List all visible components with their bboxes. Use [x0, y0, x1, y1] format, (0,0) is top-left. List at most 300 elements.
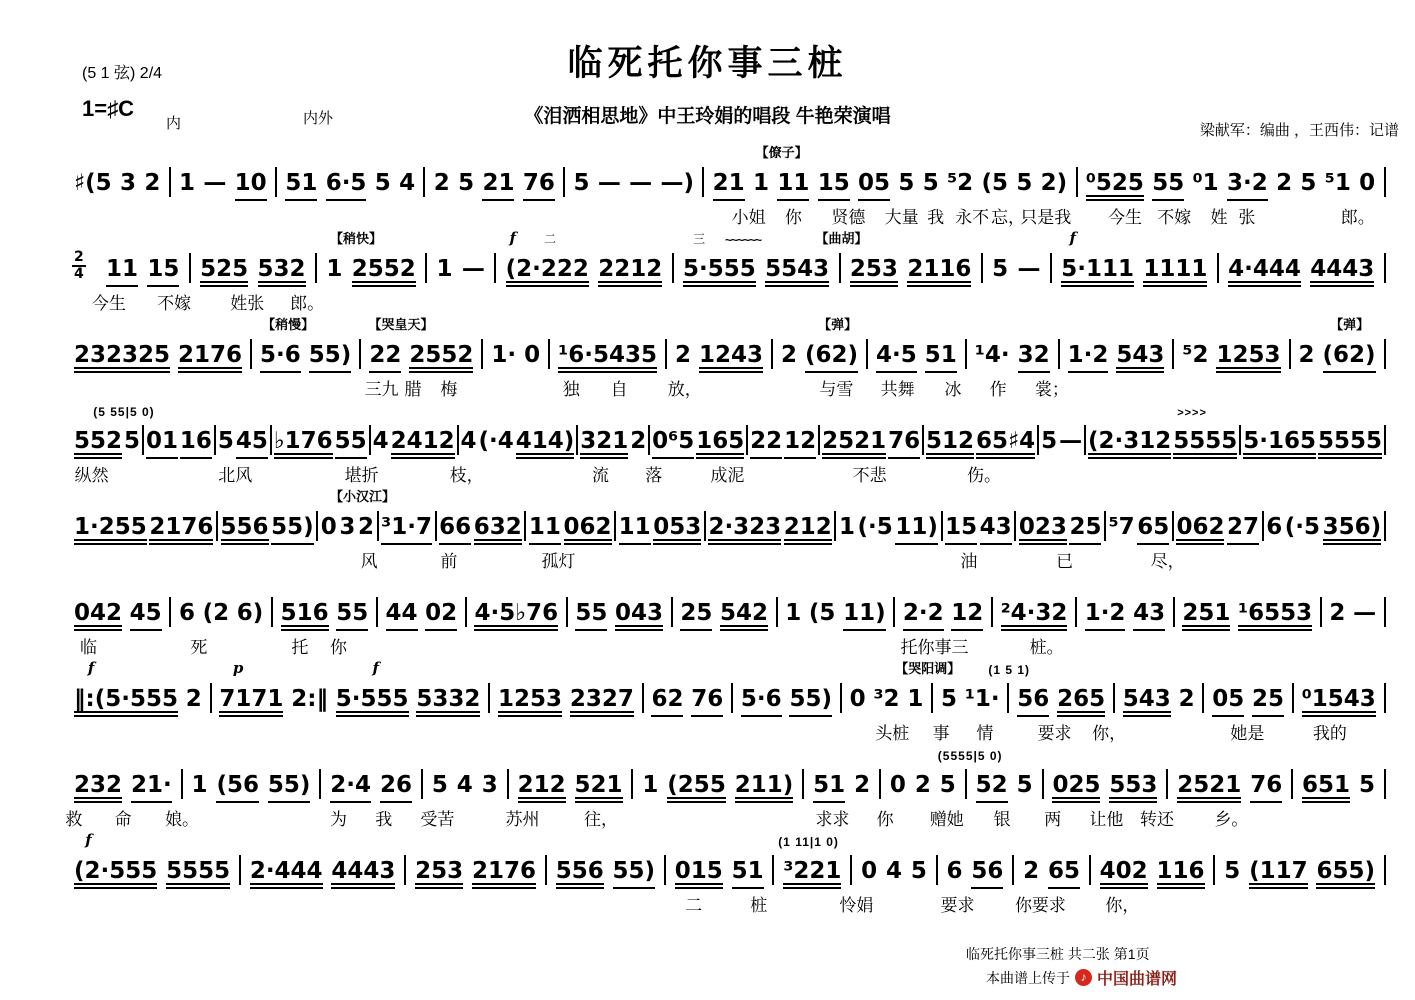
note-token: 43	[980, 516, 1012, 545]
note-token: 053	[653, 516, 701, 545]
tuning-and-meter: (5 1 弦) 2/4	[82, 65, 163, 82]
annotation-row	[60, 486, 1390, 503]
lyric-syllable: 大量	[884, 208, 919, 227]
note-token: 65	[1137, 516, 1169, 545]
lyrics-row	[60, 289, 1390, 311]
bar-line	[936, 855, 938, 885]
bar-line	[1202, 683, 1204, 713]
note-token: 2	[144, 170, 161, 196]
lyric-syllable: 尽，	[1150, 552, 1185, 571]
note-token: ♭176	[274, 430, 333, 459]
lyric-syllable: 只是我	[1020, 208, 1072, 227]
dynamic-mark: f	[85, 831, 92, 849]
lyric-syllable: 事	[932, 724, 950, 743]
bar-line	[425, 253, 427, 283]
note-token: 5332	[416, 688, 480, 717]
note-token: 15	[147, 258, 179, 287]
note-token: 025	[1052, 774, 1100, 803]
note-token: 12	[951, 602, 983, 631]
note-token: 5·6	[741, 688, 782, 717]
note-token: —	[461, 256, 485, 282]
note-token: 55)	[271, 516, 314, 545]
bar-line	[210, 683, 212, 713]
lyric-syllable: 共舞	[880, 380, 915, 399]
note-token: 51	[732, 860, 764, 889]
note-token: 62	[651, 688, 683, 717]
dynamic-mark: f	[372, 659, 379, 677]
note-token: ⁵2	[947, 170, 974, 196]
note-token: 7171	[219, 688, 283, 717]
lyric-syllable: 堪折	[344, 466, 379, 485]
time-signature-denominator: 4	[74, 266, 84, 283]
note-token: 25	[680, 602, 712, 631]
note-token: ¹1·	[964, 686, 1000, 712]
bar-line	[818, 425, 820, 455]
bar-line	[1014, 511, 1016, 541]
lyrics-row	[60, 203, 1390, 225]
bar-line	[1089, 855, 1091, 885]
note-token: 55)	[309, 344, 352, 373]
note-token: 5	[1358, 772, 1375, 798]
note-token: 553	[1109, 774, 1157, 803]
bar-line	[776, 597, 778, 627]
trill-marks: ~~~~~~	[725, 233, 762, 247]
bar-line	[1384, 339, 1386, 369]
lyric-syllable: 命	[114, 810, 132, 829]
bar-line	[772, 855, 774, 885]
lyric-syllable: 你，	[1092, 724, 1127, 743]
note-token: 651	[1302, 774, 1350, 803]
score-line-4	[60, 400, 1390, 486]
note-token: 512	[926, 430, 974, 459]
grace-figure: (5555|5 0)	[937, 749, 1003, 763]
lyric-syllable: 桩	[750, 896, 768, 915]
dynamic-mark: f	[509, 229, 516, 247]
bar-line	[189, 253, 191, 283]
bar-line	[704, 511, 706, 541]
lyric-syllable: 她是	[1230, 724, 1265, 743]
bar-line	[664, 855, 666, 885]
note-token: ⁰1543	[1302, 688, 1376, 717]
note-token: 22	[369, 344, 401, 373]
lyric-syllable: 郎。	[290, 294, 325, 313]
note-token: (2	[202, 600, 230, 626]
note-token: 65	[1048, 860, 1080, 889]
note-token: 5	[898, 170, 915, 196]
lyric-syllable: 今生	[1108, 208, 1143, 227]
note-token: ²4·32	[1001, 602, 1068, 631]
bar-line	[965, 339, 967, 369]
lyric-syllable: 贤德	[831, 208, 866, 227]
note-token: 211)	[735, 774, 794, 803]
bar-line	[169, 167, 171, 197]
note-token: 5	[939, 772, 956, 798]
note-token: 0	[861, 858, 878, 884]
site-logo-icon: ♪	[1075, 969, 1092, 986]
note-token: 3	[119, 170, 136, 196]
bar-line	[1058, 339, 1060, 369]
accent-marks: >>>>	[1177, 407, 1207, 419]
note-token: 11	[529, 516, 561, 545]
note-token: 55	[335, 430, 367, 459]
note-token: 543	[1116, 344, 1164, 373]
bar-line	[941, 511, 943, 541]
bar-line	[214, 425, 216, 455]
bar-line	[671, 597, 673, 627]
bar-line	[931, 683, 933, 713]
note-token: (2·222	[506, 258, 589, 287]
note-token: (2·312	[1088, 430, 1171, 459]
bar-line	[965, 769, 967, 799]
note-token: 11)	[843, 602, 886, 631]
note-token: 6	[178, 600, 195, 626]
note-token: 76	[523, 172, 555, 201]
bar-line	[746, 425, 748, 455]
note-token: (2·555	[74, 860, 157, 889]
note-token: —)	[660, 170, 694, 196]
note-token: 062	[1176, 516, 1224, 545]
note-token: 1	[326, 256, 343, 282]
note-token: 5	[1016, 772, 1033, 798]
note-token: 5	[922, 170, 939, 196]
bar-line	[271, 597, 273, 627]
note-token: 0	[849, 686, 866, 712]
lyric-syllable: 流	[592, 466, 609, 485]
note-token: 2176	[472, 860, 536, 889]
lyric-syllable: 北风	[218, 466, 253, 485]
note-token: 25	[1069, 516, 1101, 545]
page-info: 临死托你事三桩 共二张 第1页	[966, 946, 1150, 962]
notation-line	[74, 503, 1386, 545]
lyric-syllable: 姓张	[230, 294, 265, 313]
note-token: 2552	[352, 258, 416, 287]
note-token: 116	[1157, 860, 1205, 889]
bar-line	[404, 855, 406, 885]
note-token: 5	[1224, 858, 1241, 884]
note-token: 5	[992, 256, 1009, 282]
bar-line	[1239, 425, 1241, 455]
lyric-syllable: 枝，	[449, 466, 484, 485]
lyric-syllable: 孤灯	[541, 552, 576, 571]
note-token: 0	[1359, 170, 1376, 196]
note-token: 4443	[1310, 258, 1374, 287]
note-token: 6·5	[326, 172, 367, 201]
lyric-syllable: 落	[645, 466, 663, 485]
note-token: —	[1059, 428, 1083, 454]
lyric-syllable: 不悲	[852, 466, 887, 485]
note-token: 22	[750, 430, 782, 459]
lyric-syllable: 桩。	[1029, 638, 1064, 657]
lyric-syllable: 放，	[667, 380, 702, 399]
note-token: 55	[575, 602, 607, 631]
notation-line	[106, 245, 1386, 287]
note-token: 2·2	[903, 602, 944, 631]
note-token: 2	[1276, 170, 1293, 196]
lyric-syllable: 你要求	[1014, 896, 1066, 915]
notation-line	[74, 589, 1386, 631]
bar-line	[457, 425, 459, 455]
note-token: 4·5	[876, 344, 917, 373]
note-token: 1	[179, 170, 196, 196]
bar-line	[614, 511, 616, 541]
bar-line	[631, 769, 633, 799]
notation-line	[74, 417, 1386, 459]
note-token: ¹6·5435	[558, 344, 657, 373]
note-token: 321	[580, 430, 628, 459]
bar-line	[250, 339, 252, 369]
note-token: 55)	[613, 860, 656, 889]
note-token: 6	[946, 858, 963, 884]
bar-line	[1320, 597, 1322, 627]
note-token: 043	[615, 602, 663, 631]
bar-line	[771, 339, 773, 369]
lyric-syllable: 托	[291, 638, 309, 657]
bar-line	[465, 597, 467, 627]
note-token: 1	[436, 256, 453, 282]
note-token: 2:‖	[291, 686, 328, 712]
bar-line	[839, 253, 841, 283]
note-token: 21	[482, 172, 514, 201]
note-token: 05	[858, 172, 890, 201]
note-token: 05	[1212, 688, 1244, 717]
note-token: 15	[818, 172, 850, 201]
lyric-syllable: 张	[1238, 208, 1256, 227]
bar-line	[1007, 683, 1009, 713]
note-token: 1253	[1216, 344, 1280, 373]
note-token: 655)	[1316, 860, 1375, 889]
bar-line	[316, 511, 318, 541]
note-token: 5543	[765, 258, 829, 287]
bar-line	[648, 425, 650, 455]
note-token: 11	[106, 258, 138, 287]
note-token: ♯(5	[74, 170, 112, 196]
bar-line	[275, 167, 277, 197]
note-token: 45	[236, 430, 268, 459]
annotation-row	[60, 572, 1390, 589]
note-token: 1·2	[1085, 602, 1126, 631]
bar-line	[1012, 855, 1014, 885]
bar-line	[1104, 511, 1106, 541]
tempo-label: 【稍慢】	[262, 317, 315, 332]
qupai-label: 【僚子】	[755, 145, 808, 160]
bar-line	[507, 769, 509, 799]
note-token: ‖:(5·555	[74, 688, 178, 717]
bar-line	[1050, 253, 1052, 283]
note-token: 402	[1100, 860, 1148, 889]
note-token: 51	[925, 344, 957, 373]
note-token: 76	[1250, 774, 1282, 803]
note-token: 51	[285, 172, 317, 201]
lyric-syllable: 头桩	[875, 724, 910, 743]
note-token: 4	[456, 772, 473, 798]
lyric-syllable: 死	[190, 638, 208, 657]
score-line-8	[60, 744, 1390, 830]
note-token: (·5	[1284, 514, 1321, 540]
note-token: (·5	[857, 514, 893, 540]
note-token: 2	[433, 170, 450, 196]
string-position-mark-nei: 内	[166, 115, 182, 132]
lyric-syllable: 转还	[1139, 810, 1174, 829]
bar-line	[981, 253, 983, 283]
bar-line	[563, 167, 565, 197]
bar-line	[376, 597, 378, 627]
bar-line	[1384, 597, 1386, 627]
annotation-row	[60, 830, 1390, 847]
note-token: 1	[907, 686, 924, 712]
note-token: 232	[74, 774, 122, 803]
note-token: 552	[74, 430, 122, 459]
lyric-syllable: 怜娟	[839, 896, 874, 915]
note-token: 2	[185, 686, 202, 712]
lyric-syllable: 救	[65, 810, 83, 829]
bar-line	[642, 683, 644, 713]
note-token: ¹4·	[974, 342, 1010, 368]
bar-line	[665, 339, 667, 369]
lyric-syllable: 苏州	[505, 810, 540, 829]
bar-line	[576, 425, 578, 455]
bar-line	[1384, 253, 1386, 283]
note-token: 5	[431, 772, 448, 798]
note-token: 2)	[1040, 170, 1068, 196]
note-token: 1	[785, 600, 802, 626]
lyric-syllable: 裳；	[1034, 380, 1069, 399]
score-line-1	[60, 142, 1390, 228]
lyric-syllable: 伤。	[967, 466, 1002, 485]
note-token: 516	[281, 602, 329, 631]
bar-line	[181, 769, 183, 799]
subtitle: 《泪洒相思地》中王玲娟的唱段 牛艳荣演唱	[524, 106, 891, 127]
lyrics-row	[60, 719, 1390, 741]
note-token: 212	[784, 516, 832, 545]
note-token: —	[629, 170, 653, 196]
bar-line	[702, 167, 704, 197]
note-token: 2212	[598, 258, 662, 287]
note-token: 5	[374, 170, 391, 196]
note-token: ⁵2	[1182, 342, 1209, 368]
note-token: 2·323	[708, 516, 781, 545]
lyric-syllable: 梅	[440, 380, 458, 399]
bar-line	[1384, 167, 1386, 197]
note-token: 56	[1017, 688, 1049, 717]
bar-line	[1213, 855, 1215, 885]
note-token: 2	[1178, 686, 1195, 712]
lyric-syllable: 银	[993, 810, 1011, 829]
bar-line	[802, 769, 804, 799]
site-name: 中国曲谱网	[1097, 971, 1178, 988]
lyric-syllable: 已	[1056, 552, 1074, 571]
bar-line	[1384, 683, 1386, 713]
note-token: (117	[1249, 860, 1308, 889]
lyric-syllable: 求求	[815, 810, 850, 829]
note-token: 2327	[570, 688, 634, 717]
notation-line	[74, 331, 1386, 373]
bar-line	[1384, 511, 1386, 541]
note-token: 5	[573, 170, 590, 196]
score-line-9	[60, 830, 1390, 916]
lyric-syllable: 风	[360, 552, 378, 571]
note-token: 25	[1252, 688, 1284, 717]
score-line-7	[60, 658, 1390, 744]
qupai-label: 【哭阳调】	[895, 661, 961, 676]
note-token: 10	[235, 172, 267, 201]
note-token: 01	[146, 430, 178, 459]
note-token: 2521	[822, 430, 886, 459]
technique-label: 【弹】	[1330, 317, 1370, 332]
bar-line	[359, 339, 361, 369]
lyric-syllable: 作	[989, 380, 1007, 399]
note-token: —	[1017, 256, 1041, 282]
note-token: 11)	[895, 516, 938, 545]
note-token: (62)	[805, 344, 858, 373]
note-token: 2	[854, 772, 871, 798]
note-token: 4	[460, 428, 477, 454]
note-token: 32	[1018, 344, 1050, 373]
tempo-label: 【稍快】	[329, 231, 382, 246]
lyric-syllable: 你，	[1105, 896, 1140, 915]
lyric-syllable: 成泥	[710, 466, 745, 485]
time-signature-numerator: 2	[72, 250, 86, 267]
dynamic-mark: f	[1069, 229, 1076, 247]
note-token: 165	[696, 430, 744, 459]
note-token: ⁵7	[1108, 514, 1135, 540]
note-token: 51	[813, 774, 845, 803]
bar-line	[524, 511, 526, 541]
note-token: 5	[1041, 428, 1058, 454]
lyric-syllable: 我	[927, 208, 945, 227]
bar-line	[421, 769, 423, 799]
note-token: 26	[380, 774, 412, 803]
string-position-mark: 二	[544, 232, 557, 246]
note-token: 43	[1133, 602, 1165, 631]
note-token: 2176	[178, 344, 242, 373]
note-token: —	[203, 170, 227, 196]
note-token: ³1·7	[381, 516, 432, 545]
note-token: 253	[850, 258, 898, 287]
note-token: 2116	[907, 258, 971, 287]
note-token: ⁵1	[1324, 170, 1351, 196]
bar-line	[1292, 683, 1294, 713]
note-token: ³2	[873, 686, 900, 712]
note-token: 2	[1329, 600, 1346, 626]
lyrics-row	[60, 375, 1390, 397]
note-token: 5·6	[260, 344, 301, 373]
note-token: 1111	[1143, 258, 1207, 287]
annotation-row	[60, 142, 1390, 159]
note-token: ³221	[783, 860, 841, 889]
notation-line	[74, 761, 1386, 803]
notation-line	[74, 675, 1386, 717]
note-token: 11	[619, 516, 651, 545]
note-token: 4	[885, 858, 902, 884]
technique-label: 【弹】	[818, 317, 858, 332]
note-token: 1	[191, 772, 208, 798]
lyric-syllable: 托你事三	[900, 638, 969, 657]
bar-line	[1172, 511, 1174, 541]
bar-line	[270, 425, 272, 455]
note-token: 2	[357, 514, 374, 540]
bar-line	[315, 253, 317, 283]
note-token: 15	[945, 516, 977, 545]
note-token: —	[1353, 600, 1377, 626]
note-token: 3	[481, 772, 498, 798]
bar-line	[545, 855, 547, 885]
lyric-syllable: 小姐	[731, 208, 766, 227]
lyric-syllable: 不嫁	[1157, 208, 1192, 227]
lyric-syllable: 受苦	[420, 810, 455, 829]
note-token: 015	[675, 860, 723, 889]
instrument-label: 【曲胡】	[815, 231, 868, 246]
lyric-syllable: 油	[960, 552, 978, 571]
